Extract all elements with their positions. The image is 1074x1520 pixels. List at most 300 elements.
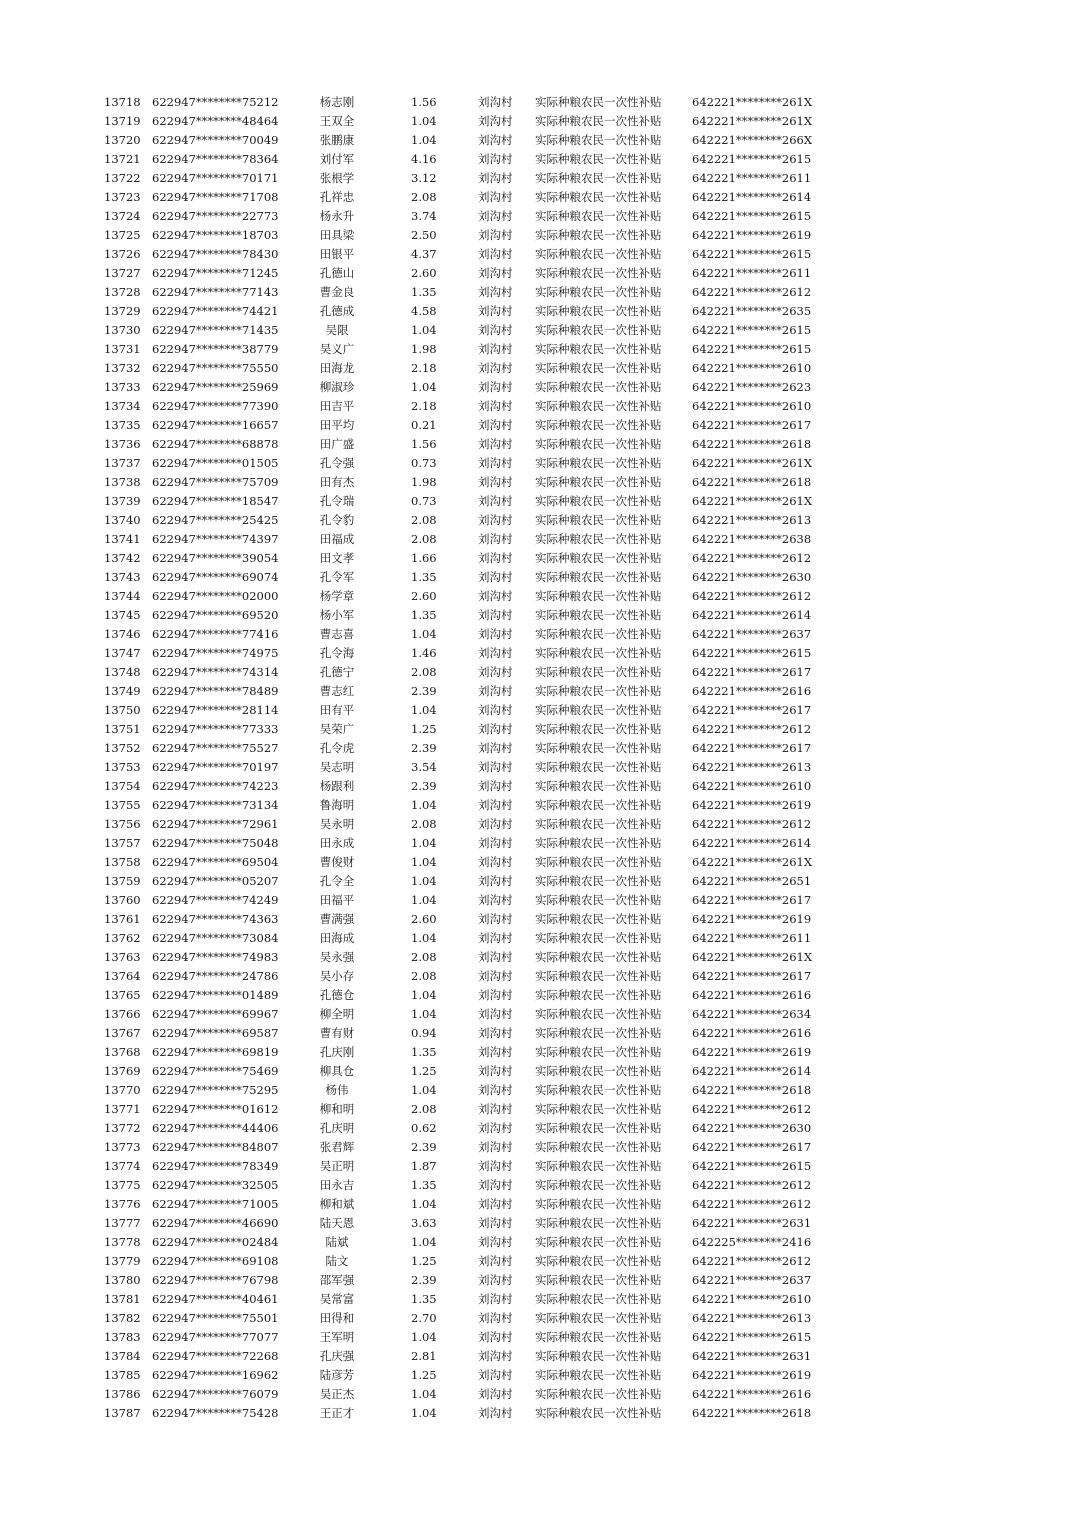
bank-account-cell: 622947********84807 — [152, 1140, 279, 1154]
farmer-name-cell: 王军明 — [319, 1330, 355, 1344]
id-number-cell: 642221********2611 — [692, 266, 812, 280]
village-cell: 刘沟村 — [478, 285, 513, 299]
id-number-cell: 642221********261X — [692, 114, 813, 128]
serial-number-cell: 13751 — [104, 722, 141, 736]
id-number-cell: 642221********2615 — [692, 1159, 812, 1173]
farmer-name-cell: 孔令海 — [319, 646, 355, 660]
bank-account-cell: 622947********75048 — [152, 836, 279, 850]
table-row — [0, 340, 1074, 359]
farmer-name-cell: 田海龙 — [319, 361, 355, 375]
subsidy-amount-cell: 1.25 — [411, 1368, 437, 1382]
subsidy-type-cell: 实际种粮农民一次性补贴 — [535, 1026, 662, 1040]
subsidy-amount-cell: 1.56 — [411, 437, 437, 451]
farmer-name-cell: 杨志刚 — [319, 95, 355, 109]
id-number-cell: 642221********2611 — [692, 931, 812, 945]
subsidy-type-cell: 实际种粮农民一次性补贴 — [535, 304, 662, 318]
table-row — [0, 834, 1074, 853]
id-number-cell: 642221********2619 — [692, 1368, 812, 1382]
id-number-cell: 642221********2616 — [692, 1026, 812, 1040]
village-cell: 刘沟村 — [478, 608, 513, 622]
subsidy-amount-cell: 2.39 — [411, 1273, 437, 1287]
bank-account-cell: 622947********68878 — [152, 437, 279, 451]
bank-account-cell: 622947********44406 — [152, 1121, 279, 1135]
subsidy-amount-cell: 1.66 — [411, 551, 437, 565]
serial-number-cell: 13748 — [104, 665, 141, 679]
farmer-name-cell: 杨跟利 — [319, 779, 355, 793]
id-number-cell: 642221********2631 — [692, 1349, 812, 1363]
subsidy-type-cell: 实际种粮农民一次性补贴 — [535, 285, 662, 299]
bank-account-cell: 622947********77333 — [152, 722, 279, 736]
bank-account-cell: 622947********72268 — [152, 1349, 279, 1363]
subsidy-amount-cell: 1.04 — [411, 1197, 437, 1211]
table-row — [0, 150, 1074, 169]
table-row — [0, 245, 1074, 264]
village-cell: 刘沟村 — [478, 741, 513, 755]
id-number-cell: 642221********2635 — [692, 304, 812, 318]
village-cell: 刘沟村 — [478, 665, 513, 679]
bank-account-cell: 622947********46690 — [152, 1216, 279, 1230]
farmer-name-cell: 田得和 — [319, 1311, 355, 1325]
farmer-name-cell: 柳和斌 — [319, 1197, 355, 1211]
village-cell: 刘沟村 — [478, 1064, 513, 1078]
id-number-cell: 642221********2612 — [692, 285, 812, 299]
table-row — [0, 568, 1074, 587]
subsidy-type-cell: 实际种粮农民一次性补贴 — [535, 589, 662, 603]
village-cell: 刘沟村 — [478, 209, 513, 223]
subsidy-type-cell: 实际种粮农民一次性补贴 — [535, 1311, 662, 1325]
village-cell: 刘沟村 — [478, 437, 513, 451]
village-cell: 刘沟村 — [478, 589, 513, 603]
subsidy-type-cell: 实际种粮农民一次性补贴 — [535, 171, 662, 185]
subsidy-type-cell: 实际种粮农民一次性补贴 — [535, 1083, 662, 1097]
farmer-name-cell: 吴正杰 — [319, 1387, 355, 1401]
id-number-cell: 642221********2651 — [692, 874, 812, 888]
table-row — [0, 207, 1074, 226]
serial-number-cell: 13768 — [104, 1045, 141, 1059]
bank-account-cell: 622947********73084 — [152, 931, 279, 945]
subsidy-amount-cell: 1.25 — [411, 722, 437, 736]
bank-account-cell: 622947********75428 — [152, 1406, 279, 1420]
bank-account-cell: 622947********74363 — [152, 912, 279, 926]
table-row — [0, 378, 1074, 397]
subsidy-amount-cell: 1.56 — [411, 95, 437, 109]
subsidy-amount-cell: 1.04 — [411, 703, 437, 717]
bank-account-cell: 622947********01612 — [152, 1102, 279, 1116]
subsidy-type-cell: 实际种粮农民一次性补贴 — [535, 1235, 662, 1249]
subsidy-amount-cell: 1.04 — [411, 988, 437, 1002]
subsidy-amount-cell: 1.04 — [411, 627, 437, 641]
id-number-cell: 642221********2630 — [692, 1121, 812, 1135]
village-cell: 刘沟村 — [478, 1216, 513, 1230]
subsidy-type-cell: 实际种粮农民一次性补贴 — [535, 969, 662, 983]
id-number-cell: 642221********2612 — [692, 551, 812, 565]
subsidy-type-cell: 实际种粮农民一次性补贴 — [535, 608, 662, 622]
subsidy-amount-cell: 1.35 — [411, 1292, 437, 1306]
subsidy-amount-cell: 3.74 — [411, 209, 437, 223]
farmer-name-cell: 孔庆刚 — [319, 1045, 355, 1059]
subsidy-type-cell: 实际种粮农民一次性补贴 — [535, 1007, 662, 1021]
id-number-cell: 642221********2631 — [692, 1216, 812, 1230]
serial-number-cell: 13718 — [104, 95, 141, 109]
table-row — [0, 1138, 1074, 1157]
subsidy-amount-cell: 1.04 — [411, 1406, 437, 1420]
subsidy-type-cell: 实际种粮农民一次性补贴 — [535, 722, 662, 736]
subsidy-type-cell: 实际种粮农民一次性补贴 — [535, 703, 662, 717]
village-cell: 刘沟村 — [478, 722, 513, 736]
id-number-cell: 642221********2618 — [692, 1406, 812, 1420]
table-row — [0, 359, 1074, 378]
bank-account-cell: 622947********75501 — [152, 1311, 279, 1325]
village-cell: 刘沟村 — [478, 323, 513, 337]
farmer-name-cell: 陆彦芳 — [319, 1368, 355, 1382]
bank-account-cell: 622947********38779 — [152, 342, 279, 356]
bank-account-cell: 622947********78489 — [152, 684, 279, 698]
id-number-cell: 642221********2619 — [692, 798, 812, 812]
farmer-name-cell: 王双全 — [319, 114, 355, 128]
village-cell: 刘沟村 — [478, 1121, 513, 1135]
id-number-cell: 642221********2618 — [692, 1083, 812, 1097]
serial-number-cell: 13722 — [104, 171, 141, 185]
serial-number-cell: 13738 — [104, 475, 141, 489]
subsidy-amount-cell: 1.04 — [411, 855, 437, 869]
id-number-cell: 642221********261X — [692, 494, 813, 508]
farmer-name-cell: 杨永升 — [319, 209, 355, 223]
subsidy-type-cell: 实际种粮农民一次性补贴 — [535, 1197, 662, 1211]
id-number-cell: 642221********2614 — [692, 1064, 812, 1078]
farmer-name-cell: 田文孝 — [319, 551, 355, 565]
village-cell: 刘沟村 — [478, 171, 513, 185]
id-number-cell: 642221********2617 — [692, 418, 812, 432]
farmer-name-cell: 吴义广 — [319, 342, 355, 356]
table-row — [0, 93, 1074, 112]
serial-number-cell: 13740 — [104, 513, 141, 527]
table-row — [0, 891, 1074, 910]
bank-account-cell: 622947********75550 — [152, 361, 279, 375]
subsidy-amount-cell: 0.62 — [411, 1121, 437, 1135]
bank-account-cell: 622947********74983 — [152, 950, 279, 964]
farmer-name-cell: 张鹏康 — [319, 133, 355, 147]
bank-account-cell: 622947********70197 — [152, 760, 279, 774]
table-row — [0, 986, 1074, 1005]
farmer-name-cell: 孔庆明 — [319, 1121, 355, 1135]
serial-number-cell: 13758 — [104, 855, 141, 869]
id-number-cell: 642221********2612 — [692, 722, 812, 736]
bank-account-cell: 622947********78430 — [152, 247, 279, 261]
farmer-name-cell: 曹志喜 — [319, 627, 355, 641]
subsidy-type-cell: 实际种粮农民一次性补贴 — [535, 1140, 662, 1154]
serial-number-cell: 13778 — [104, 1235, 141, 1249]
table-row — [0, 1024, 1074, 1043]
table-row — [0, 929, 1074, 948]
serial-number-cell: 13720 — [104, 133, 141, 147]
subsidy-amount-cell: 3.54 — [411, 760, 437, 774]
id-number-cell: 642221********261X — [692, 950, 813, 964]
village-cell: 刘沟村 — [478, 646, 513, 660]
village-cell: 刘沟村 — [478, 969, 513, 983]
subsidy-type-cell: 实际种粮农民一次性补贴 — [535, 114, 662, 128]
id-number-cell: 642221********2617 — [692, 969, 812, 983]
bank-account-cell: 622947********18703 — [152, 228, 279, 242]
serial-number-cell: 13756 — [104, 817, 141, 831]
table-row — [0, 530, 1074, 549]
serial-number-cell: 13777 — [104, 1216, 141, 1230]
table-row — [0, 796, 1074, 815]
subsidy-type-cell: 实际种粮农民一次性补贴 — [535, 893, 662, 907]
village-cell: 刘沟村 — [478, 703, 513, 717]
village-cell: 刘沟村 — [478, 418, 513, 432]
subsidy-type-cell: 实际种粮农民一次性补贴 — [535, 1406, 662, 1420]
farmer-name-cell: 孔德宁 — [319, 665, 355, 679]
subsidy-type-cell: 实际种粮农民一次性补贴 — [535, 190, 662, 204]
id-number-cell: 642221********2616 — [692, 684, 812, 698]
subsidy-type-cell: 实际种粮农民一次性补贴 — [535, 684, 662, 698]
village-cell: 刘沟村 — [478, 456, 513, 470]
serial-number-cell: 13782 — [104, 1311, 141, 1325]
serial-number-cell: 13747 — [104, 646, 141, 660]
farmer-name-cell: 田福成 — [319, 532, 355, 546]
bank-account-cell: 622947********69074 — [152, 570, 279, 584]
table-row — [0, 416, 1074, 435]
id-number-cell: 642221********2612 — [692, 1102, 812, 1116]
village-cell: 刘沟村 — [478, 1197, 513, 1211]
serial-number-cell: 13767 — [104, 1026, 141, 1040]
bank-account-cell: 622947********48464 — [152, 114, 279, 128]
subsidy-type-cell: 实际种粮农民一次性补贴 — [535, 1045, 662, 1059]
id-number-cell: 642221********2610 — [692, 779, 812, 793]
table-row — [0, 1043, 1074, 1062]
village-cell: 刘沟村 — [478, 513, 513, 527]
subsidy-amount-cell: 2.39 — [411, 779, 437, 793]
serial-number-cell: 13773 — [104, 1140, 141, 1154]
farmer-name-cell: 吴永强 — [319, 950, 355, 964]
village-cell: 刘沟村 — [478, 817, 513, 831]
village-cell: 刘沟村 — [478, 1026, 513, 1040]
subsidy-amount-cell: 2.50 — [411, 228, 437, 242]
village-cell: 刘沟村 — [478, 570, 513, 584]
id-number-cell: 642221********2615 — [692, 323, 812, 337]
subsidy-amount-cell: 2.08 — [411, 665, 437, 679]
farmer-name-cell: 曹俊财 — [319, 855, 355, 869]
subsidy-amount-cell: 2.39 — [411, 741, 437, 755]
subsidy-amount-cell: 1.04 — [411, 323, 437, 337]
serial-number-cell: 13726 — [104, 247, 141, 261]
id-number-cell: 642221********266X — [692, 133, 813, 147]
bank-account-cell: 622947********72961 — [152, 817, 279, 831]
subsidy-type-cell: 实际种粮农民一次性补贴 — [535, 342, 662, 356]
farmer-name-cell: 孔德仓 — [319, 988, 355, 1002]
table-row — [0, 264, 1074, 283]
bank-account-cell: 622947********77143 — [152, 285, 279, 299]
id-number-cell: 642221********2614 — [692, 608, 812, 622]
table-row — [0, 1005, 1074, 1024]
village-cell: 刘沟村 — [478, 1102, 513, 1116]
id-number-cell: 642221********2618 — [692, 475, 812, 489]
subsidy-amount-cell: 4.58 — [411, 304, 437, 318]
subsidy-type-cell: 实际种粮农民一次性补贴 — [535, 836, 662, 850]
id-number-cell: 642221********2617 — [692, 703, 812, 717]
village-cell: 刘沟村 — [478, 1178, 513, 1192]
village-cell: 刘沟村 — [478, 1406, 513, 1420]
subsidy-type-cell: 实际种粮农民一次性补贴 — [535, 1064, 662, 1078]
bank-account-cell: 622947********78349 — [152, 1159, 279, 1173]
id-number-cell: 642221********2617 — [692, 741, 812, 755]
bank-account-cell: 622947********69504 — [152, 855, 279, 869]
subsidy-amount-cell: 2.08 — [411, 1102, 437, 1116]
id-number-cell: 642221********2616 — [692, 988, 812, 1002]
table-row — [0, 1347, 1074, 1366]
bank-account-cell: 622947********71245 — [152, 266, 279, 280]
bank-account-cell: 622947********01505 — [152, 456, 279, 470]
bank-account-cell: 622947********75212 — [152, 95, 279, 109]
subsidy-amount-cell: 2.18 — [411, 399, 437, 413]
table-row — [0, 967, 1074, 986]
bank-account-cell: 622947********28114 — [152, 703, 279, 717]
subsidy-type-cell: 实际种粮农民一次性补贴 — [535, 1159, 662, 1173]
subsidy-type-cell: 实际种粮农民一次性补贴 — [535, 760, 662, 774]
subsidy-amount-cell: 1.98 — [411, 342, 437, 356]
farmer-name-cell: 鲁海明 — [319, 798, 355, 812]
table-row — [0, 1252, 1074, 1271]
farmer-name-cell: 孔令瑞 — [319, 494, 355, 508]
subsidy-amount-cell: 2.08 — [411, 817, 437, 831]
serial-number-cell: 13783 — [104, 1330, 141, 1344]
table-row — [0, 188, 1074, 207]
farmer-name-cell: 柳全明 — [319, 1007, 355, 1021]
farmer-name-cell: 田永成 — [319, 836, 355, 850]
bank-account-cell: 622947********16962 — [152, 1368, 279, 1382]
farmer-name-cell: 张根学 — [319, 171, 355, 185]
serial-number-cell: 13752 — [104, 741, 141, 755]
subsidy-amount-cell: 1.04 — [411, 1387, 437, 1401]
serial-number-cell: 13776 — [104, 1197, 141, 1211]
bank-account-cell: 622947********32505 — [152, 1178, 279, 1192]
table-row — [0, 302, 1074, 321]
farmer-name-cell: 孔令强 — [319, 456, 355, 470]
serial-number-cell: 13763 — [104, 950, 141, 964]
subsidy-amount-cell: 1.04 — [411, 1330, 437, 1344]
serial-number-cell: 13723 — [104, 190, 141, 204]
bank-account-cell: 622947********71005 — [152, 1197, 279, 1211]
table-row — [0, 549, 1074, 568]
table-row — [0, 492, 1074, 511]
bank-account-cell: 622947********69520 — [152, 608, 279, 622]
serial-number-cell: 13746 — [104, 627, 141, 641]
bank-account-cell: 622947********74249 — [152, 893, 279, 907]
subsidy-amount-cell: 1.04 — [411, 1007, 437, 1021]
serial-number-cell: 13719 — [104, 114, 141, 128]
bank-account-cell: 622947********75709 — [152, 475, 279, 489]
subsidy-type-cell: 实际种粮农民一次性补贴 — [535, 266, 662, 280]
subsidy-amount-cell: 2.81 — [411, 1349, 437, 1363]
serial-number-cell: 13741 — [104, 532, 141, 546]
bank-account-cell: 622947********73134 — [152, 798, 279, 812]
table-row — [0, 948, 1074, 967]
id-number-cell: 642221********2637 — [692, 627, 812, 641]
table-row — [0, 1290, 1074, 1309]
subsidy-type-cell: 实际种粮农民一次性补贴 — [535, 1102, 662, 1116]
id-number-cell: 642221********2615 — [692, 1330, 812, 1344]
village-cell: 刘沟村 — [478, 874, 513, 888]
bank-account-cell: 622947********16657 — [152, 418, 279, 432]
farmer-name-cell: 孔德成 — [319, 304, 355, 318]
subsidy-type-cell: 实际种粮农民一次性补贴 — [535, 456, 662, 470]
subsidy-type-cell: 实际种粮农民一次性补贴 — [535, 1254, 662, 1268]
id-number-cell: 642221********2615 — [692, 646, 812, 660]
village-cell: 刘沟村 — [478, 494, 513, 508]
serial-number-cell: 13737 — [104, 456, 141, 470]
id-number-cell: 642221********2615 — [692, 209, 812, 223]
bank-account-cell: 622947********74975 — [152, 646, 279, 660]
subsidy-amount-cell: 0.94 — [411, 1026, 437, 1040]
subsidy-amount-cell: 1.04 — [411, 836, 437, 850]
table-row — [0, 454, 1074, 473]
id-number-cell: 642225********2416 — [692, 1235, 812, 1249]
farmer-name-cell: 孔祥忠 — [319, 190, 355, 204]
serial-number-cell: 13745 — [104, 608, 141, 622]
bank-account-cell: 622947********24786 — [152, 969, 279, 983]
table-row — [0, 606, 1074, 625]
farmer-name-cell: 田永吉 — [319, 1178, 355, 1192]
serial-number-cell: 13730 — [104, 323, 141, 337]
serial-number-cell: 13766 — [104, 1007, 141, 1021]
table-row — [0, 587, 1074, 606]
table-row — [0, 1233, 1074, 1252]
subsidy-type-cell: 实际种粮农民一次性补贴 — [535, 1178, 662, 1192]
table-row — [0, 815, 1074, 834]
table-row — [0, 872, 1074, 891]
farmer-name-cell: 孔庆强 — [319, 1349, 355, 1363]
subsidy-type-cell: 实际种粮农民一次性补贴 — [535, 1368, 662, 1382]
village-cell: 刘沟村 — [478, 399, 513, 413]
table-row — [0, 473, 1074, 492]
subsidy-type-cell: 实际种粮农民一次性补贴 — [535, 475, 662, 489]
farmer-name-cell: 田海成 — [319, 931, 355, 945]
bank-account-cell: 622947********75527 — [152, 741, 279, 755]
subsidy-type-cell: 实际种粮农民一次性补贴 — [535, 1273, 662, 1287]
table-row — [0, 435, 1074, 454]
subsidy-amount-cell: 1.04 — [411, 874, 437, 888]
subsidy-type-cell: 实际种粮农民一次性补贴 — [535, 779, 662, 793]
table-row — [0, 1309, 1074, 1328]
table-row — [0, 1081, 1074, 1100]
bank-account-cell: 622947********01489 — [152, 988, 279, 1002]
subsidy-table — [0, 93, 1074, 1423]
table-row — [0, 644, 1074, 663]
subsidy-type-cell: 实际种粮农民一次性补贴 — [535, 437, 662, 451]
village-cell: 刘沟村 — [478, 152, 513, 166]
bank-account-cell: 622947********02484 — [152, 1235, 279, 1249]
subsidy-amount-cell: 1.04 — [411, 893, 437, 907]
table-row — [0, 1214, 1074, 1233]
id-number-cell: 642221********2617 — [692, 893, 812, 907]
subsidy-type-cell: 实际种粮农民一次性补贴 — [535, 741, 662, 755]
id-number-cell: 642221********2637 — [692, 1273, 812, 1287]
id-number-cell: 642221********2615 — [692, 152, 812, 166]
subsidy-amount-cell: 2.08 — [411, 513, 437, 527]
id-number-cell: 642221********2610 — [692, 1292, 812, 1306]
table-row — [0, 682, 1074, 701]
serial-number-cell: 13769 — [104, 1064, 141, 1078]
id-number-cell: 642221********2617 — [692, 665, 812, 679]
subsidy-amount-cell: 1.87 — [411, 1159, 437, 1173]
serial-number-cell: 13733 — [104, 380, 141, 394]
id-number-cell: 642221********2619 — [692, 912, 812, 926]
subsidy-amount-cell: 2.60 — [411, 589, 437, 603]
serial-number-cell: 13734 — [104, 399, 141, 413]
id-number-cell: 642221********2617 — [692, 1140, 812, 1154]
farmer-name-cell: 田广盛 — [319, 437, 355, 451]
subsidy-amount-cell: 2.08 — [411, 190, 437, 204]
